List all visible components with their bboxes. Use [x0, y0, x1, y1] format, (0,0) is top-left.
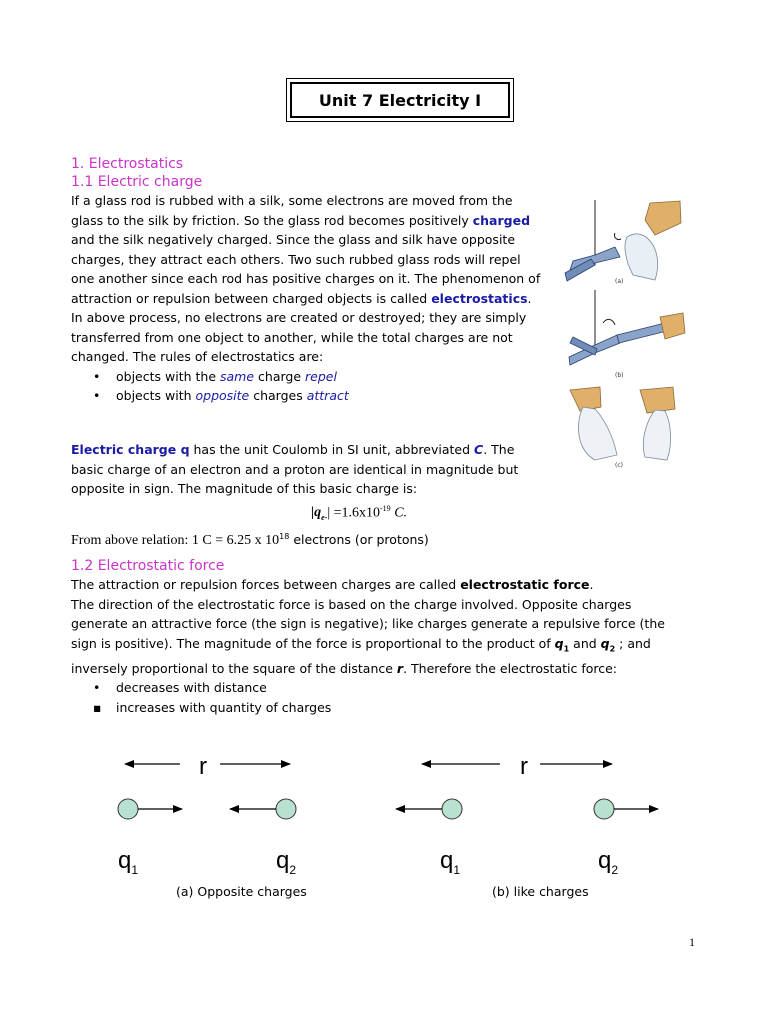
keyword-charged: charged [472, 212, 531, 228]
q1-label: $q_1$ [440, 847, 461, 877]
section-heading-electrostatics: 1. Electrostatics [71, 156, 184, 172]
charge-formula: $|q_{e-}| =1.6x10^{-19}$ C. [311, 503, 408, 522]
figure-panel-b [569, 290, 685, 379]
like-charges-diagram [390, 740, 670, 880]
rule-bullet-same: • objects with the same charge repel [71, 367, 551, 387]
distance-label: r [199, 753, 207, 780]
paragraph-line: attraction or repulsion between charged objects is called electrostatics. [71, 290, 532, 306]
q2-label: $q_2$ [598, 847, 619, 877]
paragraph-line: one another since each rod has positive charges on it. The phenomenon of [71, 271, 541, 286]
page-number: 1 [689, 935, 695, 949]
title-box [286, 78, 514, 122]
charge-q1 [442, 799, 462, 819]
force-bullet-distance: • decreases with distance [71, 678, 691, 698]
paragraph-line: transferred from one object to another, while the total charges are not [71, 329, 513, 345]
section-heading-electrostatic-force: 1.2 Electrostatic force [71, 558, 225, 574]
electrostatic-force-paragraph: The attraction or repulsion forces between charges are called electrostatic force. The direction of the electrostatic force is based on the charge involved. Opposite charges generate an attractive force (the sign is negative); like charges generate a repulsive force (the sign is positive). The magnitude of the force is proportional to the product of $q_1$ and $q_2$ ; and inversely proportional to the square of the distance r. Therefore the electrostatic force: • decreases with distance ▪ increases with quantity of charges [71, 575, 691, 717]
figure-panel-c [570, 387, 675, 469]
paragraph-line: In above process, no electrons are created or destroyed; they are simply [71, 310, 527, 325]
paragraph-line: If a glass rod is rubbed with a silk, some electrons are moved from the [71, 193, 513, 208]
keyword-electrostatic-force: electrostatic force [460, 577, 590, 592]
coulomb-relation: From above relation: 1 C = 6.25 x $10^{18}$ electrons (or protons) [71, 532, 429, 549]
page-title: Unit 7 Electricity I [290, 82, 510, 118]
section-heading-electric-charge: 1.1 Electric charge [71, 174, 203, 190]
caption-opposite-charges: (a) Opposite charges [176, 884, 307, 899]
paragraph-line: glass to the silk by friction. So the glass rod becomes positively charged [71, 212, 531, 228]
electric-charge-paragraph [71, 191, 551, 406]
keyword-electric-charge: Electric charge q [71, 442, 190, 457]
keyword-electrostatics: electrostatics [431, 290, 528, 306]
charge-q1 [118, 799, 138, 819]
paragraph-line: charges, they attract each others. Two such rubbed glass rods will repel [71, 251, 521, 267]
svg-text:(a): (a) [615, 278, 624, 285]
opposite-charges-diagram [110, 740, 330, 880]
paragraph-line: changed. The rules of electrostatics are: [71, 349, 324, 364]
svg-text:(c): (c) [615, 462, 623, 469]
rule-bullet-opposite: • objects with opposite charges attract [71, 386, 551, 406]
svg-text:(b): (b) [615, 372, 624, 379]
charge-q2 [276, 799, 296, 819]
q2-label: $q_2$ [276, 847, 297, 877]
glass-rod-figure [555, 195, 705, 475]
figure-panel-a [565, 200, 681, 285]
charge-definition-paragraph: Electric charge q has the unit Coulomb in SI unit, abbreviated C. The basic charge of an electron and a proton are identical in magnitude but opposite in sign. The magnitude of this basic charge is: $|q_{e-}| =1.6x10^{-19}$ C. From above relation: 1 C = 6.25 x $10^{18}$ electrons (or protons) [71, 440, 571, 551]
paragraph-line: and the silk negatively charged. Since the glass and silk have opposite [71, 232, 516, 247]
force-bullet-quantity: ▪ increases with quantity of charges [71, 698, 691, 718]
distance-label: r [520, 753, 528, 780]
charge-q2 [594, 799, 614, 819]
caption-like-charges: (b) like charges [492, 884, 589, 899]
q1-label: $q_1$ [118, 847, 139, 877]
